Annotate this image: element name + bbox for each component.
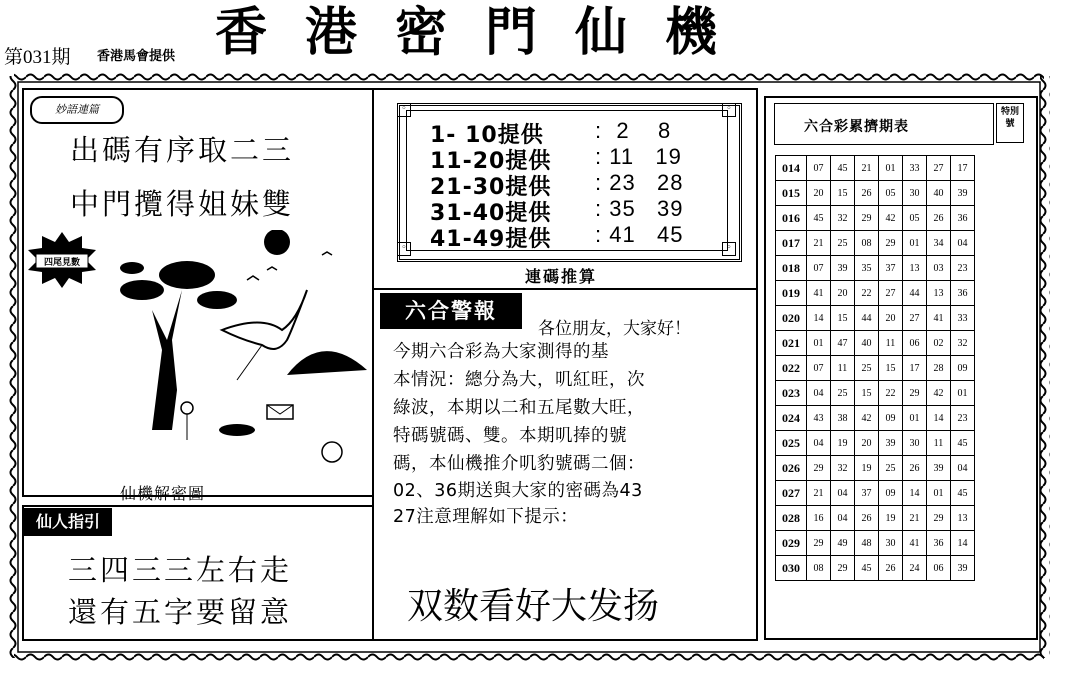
number-cell: 16 — [807, 506, 831, 531]
table-row — [776, 506, 975, 531]
number-cell: 47 — [831, 331, 855, 356]
table-row — [776, 406, 975, 431]
table-row — [776, 231, 975, 256]
issue-cell: 029 — [776, 531, 807, 556]
issue-cell: 018 — [776, 256, 807, 281]
issue-cell: 027 — [776, 481, 807, 506]
issue-cell: 014 — [776, 156, 807, 181]
number-cell: 15 — [831, 181, 855, 206]
table-row — [776, 556, 975, 581]
number-cell: 21 — [807, 481, 831, 506]
number-cell: 42 — [927, 381, 951, 406]
table-row — [776, 156, 975, 181]
range-numbers: : 23 28 — [595, 170, 684, 195]
number-cell: 39 — [927, 456, 951, 481]
slogan: 双数看好大发扬 — [407, 586, 660, 627]
issue-cell: 024 — [776, 406, 807, 431]
number-cell: 06 — [903, 331, 927, 356]
star-badge-icon — [28, 232, 96, 288]
number-cell: 39 — [951, 556, 975, 581]
number-cell: 04 — [951, 231, 975, 256]
number-cell: 26 — [855, 181, 879, 206]
number-cell: 11 — [879, 331, 903, 356]
number-cell: 27 — [927, 156, 951, 181]
number-cell: 22 — [855, 281, 879, 306]
issue-number: 第031期 — [4, 47, 71, 68]
corner-icon: ◦ — [397, 103, 411, 117]
number-cell: 45 — [831, 156, 855, 181]
number-cell: 34 — [927, 231, 951, 256]
number-cell: 01 — [951, 381, 975, 406]
number-cell: 32 — [831, 456, 855, 481]
number-cell: 01 — [903, 231, 927, 256]
range-numbers: : 35 39 — [595, 196, 684, 221]
number-cell: 11 — [927, 431, 951, 456]
number-cell: 09 — [951, 356, 975, 381]
number-cell: 41 — [807, 281, 831, 306]
provider-label: 香港馬會提供 — [97, 49, 176, 64]
number-cell: 26 — [879, 556, 903, 581]
bowl-icon — [219, 424, 255, 436]
number-cell: 29 — [831, 556, 855, 581]
number-cell: 32 — [831, 206, 855, 231]
number-cell: 26 — [855, 506, 879, 531]
number-cell: 04 — [831, 506, 855, 531]
number-cell: 07 — [807, 356, 831, 381]
hint-line-2: 還有五字要留意 — [68, 595, 293, 629]
issue-cell: 030 — [776, 556, 807, 581]
number-cell: 24 — [903, 556, 927, 581]
issue-cell: 022 — [776, 356, 807, 381]
verse-badge: 妙語連篇 — [30, 96, 124, 124]
range-label: 21-30提供 — [430, 175, 552, 200]
number-cell: 29 — [903, 381, 927, 406]
number-cell: 20 — [807, 181, 831, 206]
middle-divider — [372, 288, 758, 290]
flower-cluster-icon — [322, 442, 342, 462]
paragraph-line: 綠波，本期以二和五尾數大旺， — [393, 398, 645, 418]
number-cell: 43 — [807, 406, 831, 431]
number-cell: 14 — [903, 481, 927, 506]
svg-text:四尾見數: 四尾見數 — [43, 258, 81, 268]
number-cell: 45 — [807, 206, 831, 231]
issue-cell: 023 — [776, 381, 807, 406]
number-cell: 42 — [855, 406, 879, 431]
issue-cell: 026 — [776, 456, 807, 481]
number-cell: 13 — [927, 281, 951, 306]
number-cell: 26 — [927, 206, 951, 231]
ranges-caption: 連碼推算 — [525, 267, 598, 286]
number-cell: 40 — [927, 181, 951, 206]
number-cell: 08 — [855, 231, 879, 256]
greeting: 各位朋友，大家好！ — [538, 319, 691, 339]
number-cell: 37 — [879, 256, 903, 281]
table-row — [776, 431, 975, 456]
range-label: 41-49提供 — [430, 227, 552, 252]
number-cell: 20 — [855, 431, 879, 456]
number-cell: 48 — [855, 531, 879, 556]
table-row — [776, 456, 975, 481]
number-cell: 01 — [927, 481, 951, 506]
number-cell: 29 — [855, 206, 879, 231]
number-cell: 01 — [879, 156, 903, 181]
number-cell: 23 — [951, 406, 975, 431]
number-cell: 21 — [855, 156, 879, 181]
number-cell: 07 — [807, 256, 831, 281]
masthead-title: 香港密門仙機 — [215, 3, 756, 63]
table-row — [776, 306, 975, 331]
number-cell: 32 — [951, 331, 975, 356]
range-numbers: : 41 45 — [595, 222, 684, 247]
number-cell: 02 — [927, 331, 951, 356]
number-cell: 14 — [951, 531, 975, 556]
table-row — [776, 256, 975, 281]
number-cell: 21 — [903, 506, 927, 531]
number-cell: 45 — [951, 431, 975, 456]
paragraph-line: 今期六合彩為大家測得的基 — [393, 342, 609, 362]
number-cell: 19 — [879, 506, 903, 531]
hill-icon — [287, 351, 367, 375]
number-cell: 19 — [855, 456, 879, 481]
number-cell: 41 — [903, 531, 927, 556]
number-cell: 45 — [855, 556, 879, 581]
verse-line-1: 出碼有序取二三 — [70, 133, 295, 167]
number-cell: 11 — [831, 356, 855, 381]
number-cell: 08 — [807, 556, 831, 581]
number-cell: 29 — [927, 506, 951, 531]
number-cell: 22 — [879, 381, 903, 406]
issue-cell: 016 — [776, 206, 807, 231]
number-cell: 36 — [951, 281, 975, 306]
number-cell: 44 — [855, 306, 879, 331]
paragraph-line: 02、36期送與大家的密碼為43 — [393, 481, 643, 501]
number-cell: 30 — [903, 431, 927, 456]
number-cell: 49 — [831, 531, 855, 556]
table-row — [776, 281, 975, 306]
special-number-tag: 特別號 — [996, 103, 1024, 143]
flower-icon — [181, 402, 193, 414]
number-cell: 05 — [903, 206, 927, 231]
range-label: 31-40提供 — [430, 201, 552, 226]
number-cell: 27 — [879, 281, 903, 306]
number-cell: 40 — [855, 331, 879, 356]
alert-tag: 六合警報 — [380, 293, 522, 329]
number-cell: 44 — [903, 281, 927, 306]
number-cell: 45 — [951, 481, 975, 506]
number-cell: 28 — [927, 356, 951, 381]
paragraph-line: 27注意理解如下提示： — [393, 507, 579, 527]
number-cell: 15 — [855, 381, 879, 406]
number-cell: 09 — [879, 406, 903, 431]
number-cell: 29 — [807, 531, 831, 556]
number-cell: 33 — [951, 306, 975, 331]
table-row — [776, 206, 975, 231]
results-table — [775, 155, 975, 581]
number-cell: 19 — [831, 431, 855, 456]
table-row — [776, 481, 975, 506]
number-cell: 23 — [951, 256, 975, 281]
number-cell: 20 — [879, 306, 903, 331]
table-row — [776, 356, 975, 381]
number-cell: 35 — [855, 256, 879, 281]
number-cell: 01 — [903, 406, 927, 431]
number-cell: 20 — [831, 281, 855, 306]
number-cell: 07 — [807, 156, 831, 181]
table-row — [776, 181, 975, 206]
number-cell: 13 — [903, 256, 927, 281]
sun-icon — [264, 230, 290, 255]
table-row — [776, 331, 975, 356]
paragraph-line: 本情況：總分為大，叽紅旺，次 — [393, 370, 645, 390]
hint-line-1: 三四三三左右走 — [68, 553, 293, 587]
number-cell: 36 — [951, 206, 975, 231]
number-cell: 15 — [879, 356, 903, 381]
number-cell: 25 — [831, 381, 855, 406]
number-cell: 39 — [951, 181, 975, 206]
number-cell: 04 — [951, 456, 975, 481]
table-row — [776, 381, 975, 406]
range-numbers: : 11 19 — [595, 144, 682, 169]
number-cell: 33 — [903, 156, 927, 181]
number-cell: 30 — [879, 531, 903, 556]
number-cell: 41 — [927, 306, 951, 331]
hint-tag: 仙人指引 — [24, 508, 112, 536]
results-title: 六合彩累擠期表 — [804, 119, 909, 135]
number-cell: 39 — [831, 256, 855, 281]
number-cell: 14 — [807, 306, 831, 331]
issue-cell: 028 — [776, 506, 807, 531]
number-cell: 42 — [879, 206, 903, 231]
number-cell: 25 — [831, 231, 855, 256]
number-cell: 29 — [879, 231, 903, 256]
birds-icon — [247, 252, 332, 280]
number-cell: 13 — [951, 506, 975, 531]
number-cell: 37 — [855, 481, 879, 506]
issue-cell: 015 — [776, 181, 807, 206]
issue-cell: 021 — [776, 331, 807, 356]
number-cell: 39 — [879, 431, 903, 456]
verse-line-2: 中門攬得姐妹雙 — [70, 187, 295, 221]
corner-icon: ◦ — [722, 103, 736, 117]
range-row — [430, 222, 684, 253]
range-label: 11-20提供 — [430, 149, 552, 174]
number-cell: 04 — [831, 481, 855, 506]
number-cell: 26 — [903, 456, 927, 481]
corner-icon: ◦ — [397, 242, 411, 256]
number-cell: 38 — [831, 406, 855, 431]
range-numbers: : 2 8 — [595, 118, 672, 143]
number-cell: 03 — [927, 256, 951, 281]
number-cell: 04 — [807, 381, 831, 406]
illustration-caption: 仙機解密圖 — [120, 484, 206, 503]
number-cell: 14 — [927, 406, 951, 431]
issue-cell: 025 — [776, 431, 807, 456]
number-cell: 29 — [807, 456, 831, 481]
number-cell: 25 — [855, 356, 879, 381]
tree-icon — [120, 261, 237, 430]
number-cell: 01 — [807, 331, 831, 356]
number-cell: 17 — [951, 156, 975, 181]
number-cell: 04 — [807, 431, 831, 456]
number-cell: 15 — [831, 306, 855, 331]
number-cell: 21 — [807, 231, 831, 256]
issue-cell: 017 — [776, 231, 807, 256]
issue-cell: 020 — [776, 306, 807, 331]
number-cell: 05 — [879, 181, 903, 206]
riddle-illustration — [22, 230, 370, 500]
number-cell: 27 — [903, 306, 927, 331]
number-cell: 09 — [879, 481, 903, 506]
paragraph-line: 碼，本仙機推介叽豹號碼二個： — [393, 454, 645, 474]
number-cell: 25 — [879, 456, 903, 481]
range-label: 1- 10提供 — [430, 123, 544, 148]
corner-icon: ◦ — [722, 242, 736, 256]
issue-cell: 019 — [776, 281, 807, 306]
paragraph-line: 特碼號碼、雙。本期叽捧的號 — [393, 426, 627, 446]
number-cell: 17 — [903, 356, 927, 381]
number-cell: 36 — [927, 531, 951, 556]
number-cell: 30 — [903, 181, 927, 206]
table-row — [776, 531, 975, 556]
number-cell: 06 — [927, 556, 951, 581]
